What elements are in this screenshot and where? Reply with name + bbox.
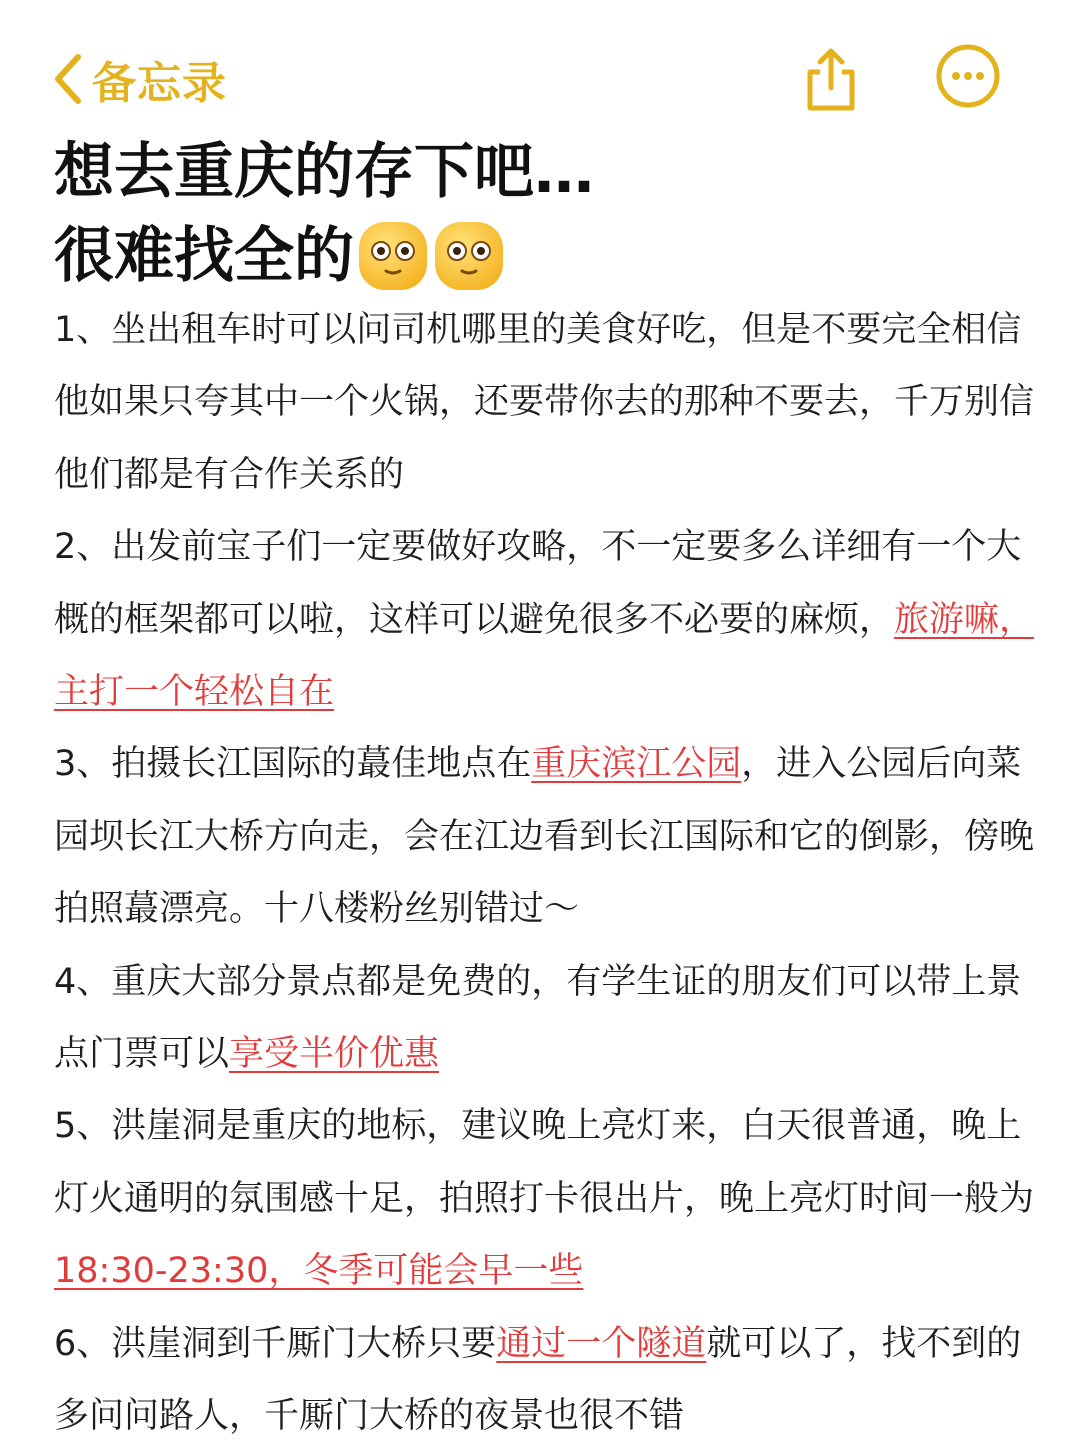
tip-highlight: 享受半价优惠	[229, 1034, 440, 1075]
tip-text: 6、洪崖洞到千厮门大桥只要	[54, 1323, 497, 1364]
tip-highlight: 18:30-23:30，冬季可能会早一些	[54, 1251, 584, 1292]
tip-3	[54, 728, 1039, 945]
tip-1	[54, 294, 1039, 511]
chevron-left-icon	[52, 53, 82, 105]
face-emoji-icon	[432, 219, 506, 293]
tip-6	[54, 1308, 1039, 1453]
tip-text: 5、洪崖洞是重庆的地标，建议晚上亮灯来，白天很普通，晚上灯火通明的氛围感十足，拍照打卡很出片，晚上亮灯时间一般为	[54, 1106, 1035, 1219]
title-line-1: 想去重庆的存下吧…	[54, 137, 594, 207]
title-line-2-text: 很难找全的	[54, 221, 354, 291]
tip-2	[54, 511, 1039, 728]
tip-text: 3、拍摄长江国际的蕞佳地点在	[54, 744, 532, 785]
tip-text: 1、坐出租车时可以问司机哪里的美食好吃，但是不要完全相信他如果只夸其中一个火锅，还要带你去的那种不要去，千万别信他们都是有合作关系的	[54, 310, 1035, 495]
tip-text: 2、出发前宝子们一定要做好攻略，不一定要多么详细有一个大概的框架都可以啦，这样可以避免很多不必要的麻烦，	[54, 527, 1022, 640]
note-title	[54, 130, 1034, 298]
tip-text: 就可以了，找不到的多问问路人，千厮门大桥的夜景也很不错	[54, 1323, 1022, 1437]
tip-4	[54, 946, 1039, 1091]
back-button[interactable]	[52, 44, 227, 114]
note-body	[54, 294, 1039, 1453]
tip-5	[54, 1090, 1039, 1307]
tip-highlight: 重庆滨江公园	[531, 744, 742, 785]
tip-text: ，进入公园后向菜园坝长江大桥方向走，会在江边看到长江国际和它的倒影，傍晚拍照蕞漂亮。十八楼粉丝别错过～	[54, 744, 1035, 930]
share-button[interactable]	[798, 44, 864, 114]
back-label: 备忘录	[92, 58, 227, 109]
more-button[interactable]	[934, 42, 1002, 110]
title-line-2	[54, 214, 1034, 298]
face-emoji-icon	[356, 219, 430, 293]
navigation-bar	[0, 0, 1080, 140]
tip-highlight: 通过一个隧道	[496, 1323, 707, 1364]
more-icon	[934, 95, 1002, 114]
share-icon	[798, 99, 864, 118]
tip-text: 4、重庆大部分景点都是免费的，有学生证的朋友们可以带上景点门票可以	[54, 961, 1022, 1075]
tip-highlight: 旅游嘛，主打一个轻松自在	[54, 599, 1035, 713]
